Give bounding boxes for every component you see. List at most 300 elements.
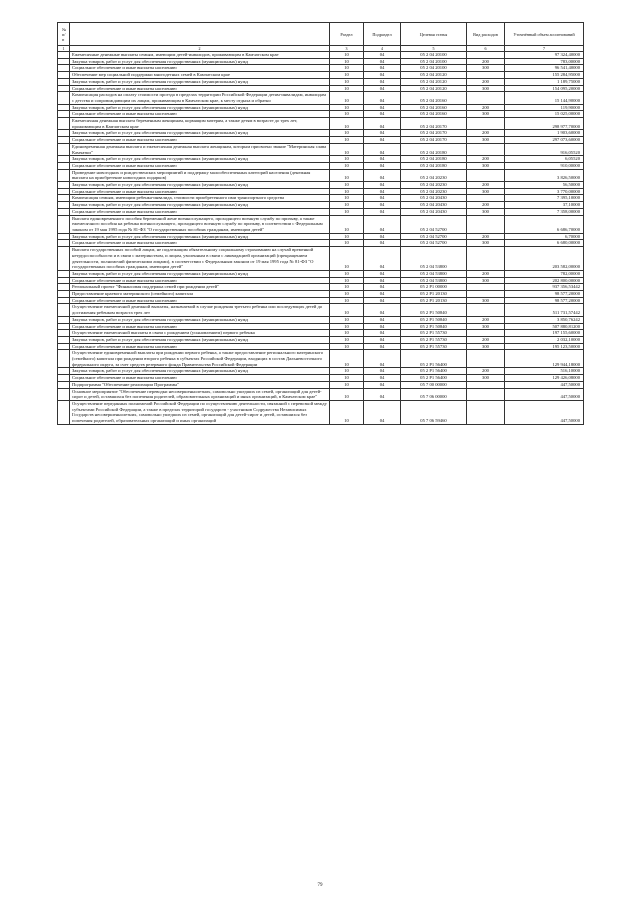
- row-razdel: 10: [330, 188, 364, 195]
- row-amount: 1 903,60000: [505, 130, 584, 137]
- row-target-article: 05 2 P1 55730: [401, 336, 467, 343]
- row-name: Закупка товаров, работ и услуг для обеспечения государственных (муниципальных) нужд: [70, 368, 330, 375]
- row-target-article: 05 2 04 20170: [401, 130, 467, 137]
- row-razdel: 10: [330, 111, 364, 118]
- row-name: Социальное обеспечение и иные выплаты населению: [70, 65, 330, 72]
- row-target-article: 05 2 04 20100: [401, 65, 467, 72]
- row-amount: 511 731,57442: [505, 304, 584, 316]
- table-row: [58, 85, 584, 92]
- row-name: Закупка товаров, работ и услуг для обеспечения государственных (муниципальных) нужд: [70, 182, 330, 189]
- row-razdel: 10: [330, 215, 364, 233]
- row-razdel: 10: [330, 78, 364, 85]
- row-razdel: 10: [330, 233, 364, 240]
- row-amount: 3 770,00000: [505, 188, 584, 195]
- row-podrazdel: 04: [364, 284, 401, 291]
- row-expense-type: 200: [467, 78, 505, 85]
- table-row: [58, 336, 584, 343]
- row-amount: 15 025,00000: [505, 111, 584, 118]
- row-expense-type: [467, 330, 505, 337]
- row-expense-type: 300: [467, 323, 505, 330]
- row-target-article: 05 2 P1 56400: [401, 350, 467, 368]
- row-amount: 202 800,00000: [505, 277, 584, 284]
- row-name: Закупка товаров, работ и услуг для обеспечения государственных (муниципальных) нужд: [70, 156, 330, 163]
- table-row: [58, 169, 584, 181]
- row-expense-type: 300: [467, 188, 505, 195]
- table-row: [58, 78, 584, 85]
- table-row: [58, 233, 584, 240]
- row-target-article: 05 2 P1 20130: [401, 297, 467, 304]
- row-number: [58, 350, 70, 368]
- row-target-article: 05 2 P1 55730: [401, 343, 467, 350]
- row-expense-type: 300: [467, 343, 505, 350]
- row-name: Выплата государственных пособий лицам, не подлежащим обязательному социальному страхованию на случай временной нетрудоспособности и в связи с материнством, и лицам, уволенным в связи с ликвидацией организаций (прекращением деятельности, полномочий физическими лицами), в соответствии с Федеральным законом от 19 мая 1995 года № 81-ФЗ "О государственных пособиях гражданам, имеющим детей": [70, 247, 330, 271]
- row-expense-type: [467, 169, 505, 181]
- row-razdel: 10: [330, 118, 364, 130]
- row-razdel: 10: [330, 368, 364, 375]
- row-amount: 447,50000: [505, 388, 584, 400]
- row-target-article: 05 2 04 20180: [401, 156, 467, 163]
- table-row: [58, 143, 584, 155]
- row-target-article: 05 2 04 53800: [401, 277, 467, 284]
- row-expense-type: 200: [467, 58, 505, 65]
- table-row: [58, 323, 584, 330]
- column-index: 5: [401, 46, 467, 52]
- row-razdel: 10: [330, 202, 364, 209]
- row-razdel: 10: [330, 316, 364, 323]
- table-row: [58, 162, 584, 169]
- column-index: 4: [364, 46, 401, 52]
- row-podrazdel: 04: [364, 400, 401, 424]
- row-podrazdel: 04: [364, 375, 401, 382]
- table-row: [58, 195, 584, 202]
- table-row: [58, 72, 584, 79]
- row-name: Компенсация расходов на оплату стоимости проезда в пределах территории Российской Федерации детям-инвалидам, инвалидам с детства и сопровождающим их лицам, проживающим в Камчатском крае, к месту отдыха и обратно: [70, 92, 330, 104]
- row-expense-type: 200: [467, 316, 505, 323]
- row-name: Закупка товаров, работ и услуг для обеспечения государственных (муниципальных) нужд: [70, 233, 330, 240]
- row-name: Социальное обеспечение и иные выплаты населению: [70, 343, 330, 350]
- row-amount: 783,00000: [505, 58, 584, 65]
- row-target-article: 05 2 04 20430: [401, 202, 467, 209]
- row-razdel: 10: [330, 156, 364, 163]
- row-amount: 447,50000: [505, 400, 584, 424]
- row-podrazdel: 04: [364, 343, 401, 350]
- row-amount: 129 944,18000: [505, 350, 584, 368]
- row-name: Выплата единовременного пособия беременной жене военнослужащего, проходящего военную службу по призыву, а также ежемесячного пособия на ребенка военнослужащего, проходящего военную службу по призыву, в соответствии с Федеральным законом от 19 мая 1995 года № 81-ФЗ "О государственных пособиях гражданам, имеющим детей": [70, 215, 330, 233]
- row-number: [58, 169, 70, 181]
- row-podrazdel: 04: [364, 330, 401, 337]
- header-expense-type: Вид расходов: [467, 23, 505, 46]
- table-row: [58, 137, 584, 144]
- table-row: [58, 240, 584, 247]
- row-number: [58, 130, 70, 137]
- row-name: Ежемесячная денежная выплата беременным женщинам, кормящим матерям, а также детям в возрасте до трех лет, проживающим в Камчатском крае: [70, 118, 330, 130]
- row-razdel: 10: [330, 72, 364, 79]
- row-target-article: 05 2 04 20180: [401, 143, 467, 155]
- row-podrazdel: 04: [364, 323, 401, 330]
- row-target-article: 05 2 04 20120: [401, 78, 467, 85]
- row-podrazdel: 04: [364, 202, 401, 209]
- row-number: [58, 316, 70, 323]
- row-podrazdel: 04: [364, 162, 401, 169]
- row-amount: 197 155,60000: [505, 330, 584, 337]
- row-target-article: 05 7 00 00000: [401, 381, 467, 388]
- table-row: [58, 270, 584, 277]
- row-number: [58, 118, 70, 130]
- row-razdel: 10: [330, 130, 364, 137]
- row-target-article: 05 2 04 53800: [401, 247, 467, 271]
- row-name: Компенсация семьям, имеющим ребенка-инвалида, стоимости приобретенного ими транспортного средства: [70, 195, 330, 202]
- row-name: Осуществление переданных полномочий Российской Федерации по осуществлению деятельности, связанной с перевозкой между субъектами Российской Федерации, а также в пределах территорий государств - участников Содружества Независимых Государств несовершеннолетних, самовольно ушедших из семей, организаций для детей-сирот и детей, оставшихся без попечения родителей, образовательных организаций и иных организаций: [70, 400, 330, 424]
- row-target-article: 05 2 04 20160: [401, 111, 467, 118]
- row-expense-type: 200: [467, 336, 505, 343]
- row-amount: 195 123,50000: [505, 343, 584, 350]
- row-amount: 916,05520: [505, 143, 584, 155]
- row-expense-type: 300: [467, 137, 505, 144]
- row-target-article: 05 2 04 20230: [401, 169, 467, 181]
- row-number: [58, 277, 70, 284]
- row-podrazdel: 04: [364, 182, 401, 189]
- row-expense-type: 300: [467, 240, 505, 247]
- row-amount: 507 880,81200: [505, 323, 584, 330]
- row-amount: 6,05520: [505, 156, 584, 163]
- row-target-article: 05 2 04 53800: [401, 270, 467, 277]
- row-podrazdel: 04: [364, 137, 401, 144]
- row-number: [58, 202, 70, 209]
- row-razdel: 10: [330, 270, 364, 277]
- table-row: [58, 381, 584, 388]
- row-name: Осуществление единовременной выплаты при рождении первого ребенка, а также предоставление регионального материнского (семейного) капитала при рождении второго ребенка в субъектах Российской Федерации, входящих в состав Дальневосточного федерального округа, за счет средств резервного фонда Правительства Российской Федерации: [70, 350, 330, 368]
- row-number: [58, 137, 70, 144]
- row-expense-type: 200: [467, 270, 505, 277]
- column-index: 1: [58, 46, 70, 52]
- row-number: [58, 78, 70, 85]
- row-number: [58, 104, 70, 111]
- row-expense-type: [467, 350, 505, 368]
- row-razdel: 10: [330, 381, 364, 388]
- table-body: [58, 46, 584, 425]
- row-expense-type: [467, 52, 505, 59]
- row-amount: 6 680,00000: [505, 240, 584, 247]
- row-number: [58, 375, 70, 382]
- row-podrazdel: 04: [364, 297, 401, 304]
- row-name: Региональный проект "Финансовая поддержка семей при рождении детей": [70, 284, 330, 291]
- row-amount: 297 073,60000: [505, 137, 584, 144]
- row-razdel: 10: [330, 375, 364, 382]
- row-name: Подпрограмма "Обеспечение реализации Программы": [70, 381, 330, 388]
- row-name: Социальное обеспечение и иные выплаты населению: [70, 162, 330, 169]
- row-number: [58, 336, 70, 343]
- row-amount: 447,50000: [505, 381, 584, 388]
- row-target-article: 05 2 04 20430: [401, 208, 467, 215]
- row-name: Социальное обеспечение и иные выплаты населению: [70, 277, 330, 284]
- row-podrazdel: 04: [364, 195, 401, 202]
- table-row: [58, 291, 584, 298]
- row-podrazdel: 04: [364, 247, 401, 271]
- row-razdel: 10: [330, 58, 364, 65]
- table-row: [58, 208, 584, 215]
- row-podrazdel: 04: [364, 92, 401, 104]
- column-index: 6: [467, 46, 505, 52]
- row-amount: 155 284,95000: [505, 72, 584, 79]
- table-row: [58, 118, 584, 130]
- row-name: Единовременная денежная выплата и ежемесячная денежная выплата женщинам, которым присвоено звание "Материнская слава Камчатки": [70, 143, 330, 155]
- row-target-article: 05 2 04 20230: [401, 188, 467, 195]
- row-name: Закупка товаров, работ и услуг для обеспечения государственных (муниципальных) нужд: [70, 78, 330, 85]
- row-name: Социальное обеспечение и иные выплаты населению: [70, 137, 330, 144]
- row-target-article: 05 2 04 20100: [401, 58, 467, 65]
- row-expense-type: 300: [467, 65, 505, 72]
- row-name: Осуществление ежемесячной денежной выплаты, назначаемой в случае рождения третьего ребенка или последующих детей до достижения ребенком возраста трех лет: [70, 304, 330, 316]
- row-razdel: 10: [330, 297, 364, 304]
- row-number: [58, 195, 70, 202]
- row-expense-type: 200: [467, 202, 505, 209]
- row-expense-type: 200: [467, 182, 505, 189]
- row-expense-type: [467, 92, 505, 104]
- row-razdel: 10: [330, 323, 364, 330]
- header-podrazdel: Подраздел: [364, 23, 401, 46]
- row-target-article: 05 2 04 52700: [401, 215, 467, 233]
- row-number: [58, 143, 70, 155]
- row-amount: 15 144,90000: [505, 92, 584, 104]
- row-expense-type: 300: [467, 111, 505, 118]
- row-podrazdel: 04: [364, 111, 401, 118]
- row-amount: 96 541,40000: [505, 65, 584, 72]
- row-number: [58, 65, 70, 72]
- table-row: [58, 400, 584, 424]
- row-razdel: 10: [330, 85, 364, 92]
- row-number: [58, 233, 70, 240]
- table-row: [58, 277, 584, 284]
- row-razdel: 10: [330, 277, 364, 284]
- row-number: [58, 72, 70, 79]
- row-name: Социальное обеспечение и иные выплаты населению: [70, 375, 330, 382]
- table-row: [58, 368, 584, 375]
- row-expense-type: 300: [467, 297, 505, 304]
- row-expense-type: 300: [467, 85, 505, 92]
- row-razdel: 10: [330, 162, 364, 169]
- row-name: Закупка товаров, работ и услуг для обеспечения государственных (муниципальных) нужд: [70, 316, 330, 323]
- row-number: [58, 92, 70, 104]
- budget-table: [57, 22, 584, 425]
- table-row: [58, 316, 584, 323]
- row-amount: 6 686,70000: [505, 215, 584, 233]
- row-expense-type: 200: [467, 130, 505, 137]
- table-row: [58, 130, 584, 137]
- row-razdel: 10: [330, 65, 364, 72]
- table-row: [58, 188, 584, 195]
- table-row: [58, 350, 584, 368]
- table-row: [58, 104, 584, 111]
- row-number: [58, 304, 70, 316]
- row-amount: 97 324,40000: [505, 52, 584, 59]
- row-number: [58, 381, 70, 388]
- row-number: [58, 208, 70, 215]
- row-razdel: 10: [330, 104, 364, 111]
- row-podrazdel: 04: [364, 388, 401, 400]
- row-expense-type: [467, 247, 505, 271]
- row-expense-type: [467, 304, 505, 316]
- row-target-article: 05 2 P1 20130: [401, 291, 467, 298]
- table-row: [58, 284, 584, 291]
- table-row: [58, 111, 584, 118]
- table-row: [58, 297, 584, 304]
- table-row: [58, 58, 584, 65]
- row-amount: 910,00000: [505, 162, 584, 169]
- row-podrazdel: 04: [364, 72, 401, 79]
- row-podrazdel: 04: [364, 277, 401, 284]
- row-expense-type: [467, 143, 505, 155]
- row-expense-type: 200: [467, 233, 505, 240]
- row-expense-type: 300: [467, 208, 505, 215]
- row-podrazdel: 04: [364, 304, 401, 316]
- budget-document: [57, 22, 583, 425]
- row-number: [58, 297, 70, 304]
- row-number: [58, 188, 70, 195]
- header-target-article: Целевая статья: [401, 23, 467, 46]
- row-podrazdel: 04: [364, 58, 401, 65]
- row-razdel: 10: [330, 343, 364, 350]
- row-podrazdel: 04: [364, 169, 401, 181]
- table-row: [58, 156, 584, 163]
- row-number: [58, 368, 70, 375]
- row-name: Проведение новогодних и рождественских мероприятий и поддержку малообеспеченных категорий населения (денежная выплата на приобретение новогодних подарков): [70, 169, 330, 181]
- row-podrazdel: 04: [364, 156, 401, 163]
- row-podrazdel: 04: [364, 291, 401, 298]
- row-expense-type: 200: [467, 368, 505, 375]
- row-amount: 154 095,20000: [505, 85, 584, 92]
- row-amount: 129 426,08000: [505, 375, 584, 382]
- row-target-article: 05 2 04 20160: [401, 104, 467, 111]
- row-number: [58, 162, 70, 169]
- row-amount: 298 977,70000: [505, 118, 584, 130]
- row-podrazdel: 04: [364, 65, 401, 72]
- row-target-article: 05 2 04 20230: [401, 182, 467, 189]
- column-index: 7: [505, 46, 584, 52]
- row-name: Закупка товаров, работ и услуг для обеспечения государственных (муниципальных) нужд: [70, 130, 330, 137]
- table-row: [58, 330, 584, 337]
- row-razdel: 10: [330, 240, 364, 247]
- table-row: [58, 92, 584, 104]
- table-row: [58, 52, 584, 59]
- row-amount: 98 577,20000: [505, 291, 584, 298]
- table-row: [58, 65, 584, 72]
- row-number: [58, 85, 70, 92]
- row-name: Социальное обеспечение и иные выплаты населению: [70, 297, 330, 304]
- row-target-article: 05 7 06 00000: [401, 388, 467, 400]
- row-number: [58, 284, 70, 291]
- row-name: Предоставление краевого материнского (семейного) капитала: [70, 291, 330, 298]
- row-expense-type: [467, 215, 505, 233]
- row-target-article: 05 2 04 20430: [401, 195, 467, 202]
- row-name: Социальное обеспечение и иные выплаты населению: [70, 85, 330, 92]
- row-amount: 3 850,76242: [505, 316, 584, 323]
- row-expense-type: 300: [467, 277, 505, 284]
- row-number: [58, 400, 70, 424]
- row-podrazdel: 04: [364, 208, 401, 215]
- row-expense-type: [467, 400, 505, 424]
- row-razdel: 10: [330, 137, 364, 144]
- row-target-article: 05 2 P1 50840: [401, 323, 467, 330]
- row-number: [58, 330, 70, 337]
- row-target-article: 05 2 P1 50840: [401, 316, 467, 323]
- row-razdel: 10: [330, 92, 364, 104]
- row-target-article: 05 2 P1 50840: [401, 304, 467, 316]
- row-expense-type: [467, 284, 505, 291]
- row-podrazdel: 04: [364, 336, 401, 343]
- row-expense-type: [467, 291, 505, 298]
- row-name: Закупка товаров, работ и услуг для обеспечения государственных (муниципальных) нужд: [70, 270, 330, 277]
- row-number: [58, 111, 70, 118]
- row-razdel: 10: [330, 336, 364, 343]
- row-target-article: 05 2 04 20180: [401, 162, 467, 169]
- row-podrazdel: 04: [364, 350, 401, 368]
- row-expense-type: [467, 195, 505, 202]
- row-expense-type: [467, 118, 505, 130]
- table-row: [58, 388, 584, 400]
- row-amount: 2 032,10000: [505, 336, 584, 343]
- row-name: Социальное обеспечение и иные выплаты населению: [70, 323, 330, 330]
- row-razdel: 10: [330, 350, 364, 368]
- row-podrazdel: 04: [364, 143, 401, 155]
- row-amount: 782,00000: [505, 270, 584, 277]
- row-amount: 516,10000: [505, 368, 584, 375]
- table-row: [58, 304, 584, 316]
- row-number: [58, 247, 70, 271]
- row-razdel: 10: [330, 182, 364, 189]
- table-row: [58, 375, 584, 382]
- row-number: [58, 156, 70, 163]
- row-razdel: 10: [330, 52, 364, 59]
- row-razdel: 10: [330, 330, 364, 337]
- row-amount: 3 826,50000: [505, 169, 584, 181]
- row-amount: 7 358,00000: [505, 208, 584, 215]
- row-number: [58, 215, 70, 233]
- header-razdel: Раздел: [330, 23, 364, 46]
- row-number: [58, 343, 70, 350]
- row-name: Основное мероприятие "Обеспечение переводки несовершеннолетних, самовольно ушедших из семей, организаций для детей-сирот и детей, оставшихся без попечения родителей, образовательных организаций и иных организаций, в Камчатском крае": [70, 388, 330, 400]
- row-target-article: 05 2 P1 56400: [401, 375, 467, 382]
- row-expense-type: 200: [467, 156, 505, 163]
- row-number: [58, 58, 70, 65]
- row-target-article: 05 2 04 20160: [401, 92, 467, 104]
- row-podrazdel: 04: [364, 368, 401, 375]
- row-podrazdel: 04: [364, 104, 401, 111]
- row-name: Социальное обеспечение и иные выплаты населению: [70, 240, 330, 247]
- row-podrazdel: 04: [364, 270, 401, 277]
- row-expense-type: 300: [467, 375, 505, 382]
- table-row: [58, 247, 584, 271]
- table-row: [58, 182, 584, 189]
- row-number: [58, 182, 70, 189]
- table-header: [58, 23, 584, 46]
- row-target-article: 05 2 04 52700: [401, 233, 467, 240]
- row-number: [58, 291, 70, 298]
- row-name: Закупка товаров, работ и услуг для обеспечения государственных (муниципальных) нужд: [70, 336, 330, 343]
- row-name: Обеспечение мер социальной поддержки многодетных семей в Камчатском крае: [70, 72, 330, 79]
- row-razdel: 10: [330, 388, 364, 400]
- header-amount: Уточнённый объем ассигнований: [505, 23, 584, 46]
- row-podrazdel: 04: [364, 381, 401, 388]
- row-name: Закупка товаров, работ и услуг для обеспечения государственных (муниципальных) нужд: [70, 58, 330, 65]
- row-target-article: 05 2 04 20120: [401, 85, 467, 92]
- row-razdel: 10: [330, 291, 364, 298]
- row-target-article: 05 2 04 20120: [401, 72, 467, 79]
- page-number: 79: [317, 883, 323, 888]
- column-index: 3: [330, 46, 364, 52]
- row-target-article: 05 2 04 20170: [401, 118, 467, 130]
- table-row: [58, 215, 584, 233]
- row-expense-type: [467, 72, 505, 79]
